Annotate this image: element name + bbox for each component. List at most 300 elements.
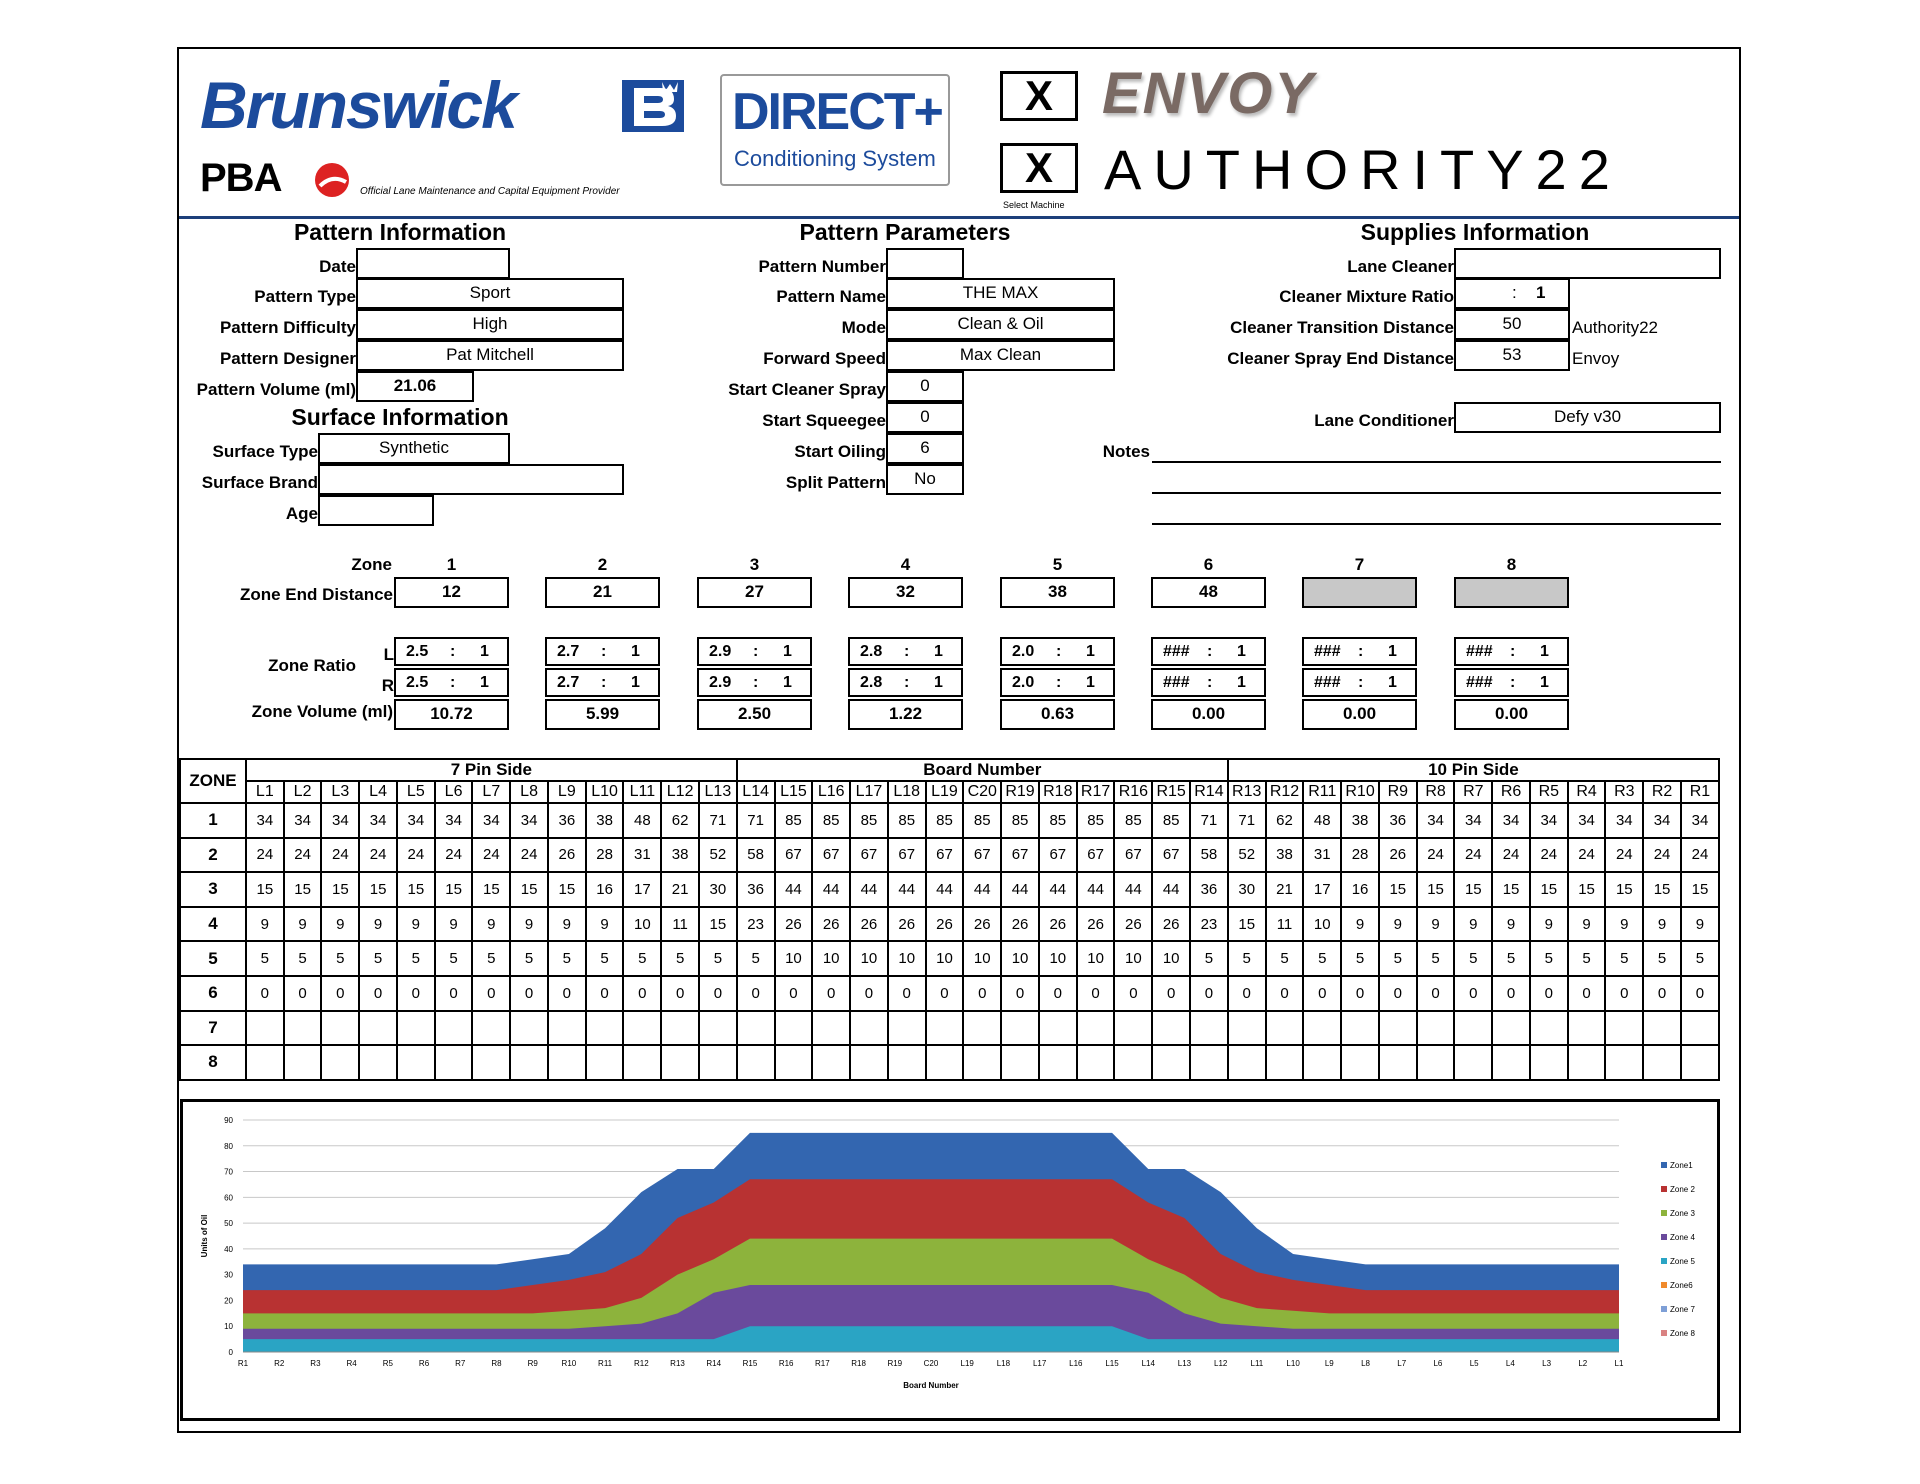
board-value-cell[interactable]: 48 [1303, 803, 1341, 838]
board-value-cell[interactable] [1643, 1045, 1681, 1080]
board-value-cell[interactable]: 52 [699, 838, 737, 873]
board-value-cell[interactable] [623, 1011, 661, 1046]
board-value-cell[interactable]: 0 [510, 976, 548, 1011]
board-value-cell[interactable] [926, 1011, 964, 1046]
board-value-cell[interactable]: 5 [1530, 941, 1568, 976]
board-value-cell[interactable] [737, 1011, 775, 1046]
board-value-cell[interactable]: 85 [888, 803, 926, 838]
board-value-cell[interactable]: 5 [1379, 941, 1417, 976]
board-value-cell[interactable]: 67 [963, 838, 1001, 873]
board-value-cell[interactable]: 34 [1530, 803, 1568, 838]
board-value-cell[interactable]: 9 [1530, 907, 1568, 942]
zone-volume-field[interactable]: 0.00 [1454, 699, 1569, 730]
board-value-cell[interactable]: 26 [812, 907, 850, 942]
board-value-cell[interactable]: 38 [586, 803, 624, 838]
zone-end-distance-field[interactable]: 12 [394, 577, 509, 608]
board-value-cell[interactable] [510, 1011, 548, 1046]
board-value-cell[interactable]: 10 [1114, 941, 1152, 976]
board-value-cell[interactable]: 31 [623, 838, 661, 873]
board-value-cell[interactable]: 26 [1077, 907, 1115, 942]
zone-end-distance-field[interactable]: 21 [545, 577, 660, 608]
board-value-cell[interactable]: 5 [1568, 941, 1606, 976]
pattern-name-field[interactable]: THE MAX [886, 278, 1115, 309]
board-value-cell[interactable]: 5 [359, 941, 397, 976]
board-value-cell[interactable]: 24 [321, 838, 359, 873]
board-value-cell[interactable] [1001, 1045, 1039, 1080]
board-value-cell[interactable] [1077, 1045, 1115, 1080]
board-value-cell[interactable]: 26 [926, 907, 964, 942]
zone-ratio-left-field[interactable] [848, 637, 963, 666]
board-value-cell[interactable]: 0 [888, 976, 926, 1011]
board-value-cell[interactable]: 9 [1681, 907, 1719, 942]
board-value-cell[interactable]: 10 [1152, 941, 1190, 976]
board-value-cell[interactable]: 24 [510, 838, 548, 873]
board-value-cell[interactable]: 5 [1303, 941, 1341, 976]
board-value-cell[interactable] [699, 1011, 737, 1046]
zone-end-distance-field[interactable] [1302, 577, 1417, 608]
board-value-cell[interactable]: 15 [321, 872, 359, 907]
zone-ratio-left-field[interactable] [1151, 637, 1266, 666]
split-pattern-field[interactable]: No [886, 464, 964, 495]
board-value-cell[interactable]: 0 [1341, 976, 1379, 1011]
board-value-cell[interactable]: 5 [623, 941, 661, 976]
board-value-cell[interactable]: 5 [284, 941, 322, 976]
board-value-cell[interactable]: 23 [737, 907, 775, 942]
notes-line-3[interactable] [1152, 523, 1721, 525]
board-value-cell[interactable]: 0 [1379, 976, 1417, 1011]
pattern-designer-field[interactable]: Pat Mitchell [356, 340, 624, 371]
board-value-cell[interactable]: 10 [775, 941, 813, 976]
board-value-cell[interactable]: 44 [812, 872, 850, 907]
board-value-cell[interactable]: 71 [1228, 803, 1266, 838]
board-value-cell[interactable] [1568, 1011, 1606, 1046]
board-value-cell[interactable] [1341, 1045, 1379, 1080]
start-squeegee-field[interactable]: 0 [886, 402, 964, 433]
board-value-cell[interactable]: 34 [321, 803, 359, 838]
board-value-cell[interactable]: 11 [661, 907, 699, 942]
board-value-cell[interactable]: 10 [1303, 907, 1341, 942]
board-value-cell[interactable] [963, 1045, 1001, 1080]
board-value-cell[interactable]: 67 [888, 838, 926, 873]
board-value-cell[interactable]: 44 [850, 872, 888, 907]
board-value-cell[interactable]: 58 [737, 838, 775, 873]
board-value-cell[interactable] [1303, 1045, 1341, 1080]
zone-ratio-right-field[interactable] [1000, 668, 1115, 697]
board-value-cell[interactable]: 5 [321, 941, 359, 976]
board-value-cell[interactable] [284, 1045, 322, 1080]
zone-ratio-right-field[interactable] [697, 668, 812, 697]
board-value-cell[interactable]: 9 [510, 907, 548, 942]
surface-brand-field[interactable] [318, 464, 624, 495]
board-value-cell[interactable]: 71 [699, 803, 737, 838]
board-value-cell[interactable]: 24 [246, 838, 284, 873]
board-value-cell[interactable] [472, 1011, 510, 1046]
board-value-cell[interactable]: 67 [1039, 838, 1077, 873]
board-value-cell[interactable]: 30 [699, 872, 737, 907]
board-value-cell[interactable]: 0 [1530, 976, 1568, 1011]
board-value-cell[interactable]: 5 [548, 941, 586, 976]
board-value-cell[interactable]: 24 [397, 838, 435, 873]
board-value-cell[interactable]: 67 [926, 838, 964, 873]
board-value-cell[interactable]: 34 [1492, 803, 1530, 838]
zone-volume-field[interactable]: 0.00 [1151, 699, 1266, 730]
board-value-cell[interactable]: 24 [1417, 838, 1455, 873]
board-value-cell[interactable]: 71 [737, 803, 775, 838]
board-value-cell[interactable]: 67 [850, 838, 888, 873]
board-value-cell[interactable]: 9 [321, 907, 359, 942]
board-value-cell[interactable]: 85 [1039, 803, 1077, 838]
board-value-cell[interactable]: 34 [1605, 803, 1643, 838]
board-value-cell[interactable]: 5 [1417, 941, 1455, 976]
board-value-cell[interactable]: 16 [1341, 872, 1379, 907]
board-value-cell[interactable] [1379, 1011, 1417, 1046]
board-value-cell[interactable]: 24 [472, 838, 510, 873]
board-value-cell[interactable]: 5 [246, 941, 284, 976]
board-value-cell[interactable]: 38 [1341, 803, 1379, 838]
board-value-cell[interactable]: 5 [586, 941, 624, 976]
board-value-cell[interactable]: 36 [548, 803, 586, 838]
board-value-cell[interactable]: 0 [1303, 976, 1341, 1011]
board-value-cell[interactable] [1190, 1045, 1228, 1080]
board-value-cell[interactable] [661, 1045, 699, 1080]
board-value-cell[interactable]: 9 [1379, 907, 1417, 942]
board-value-cell[interactable]: 0 [1228, 976, 1266, 1011]
board-value-cell[interactable]: 38 [1266, 838, 1304, 873]
zone-volume-field[interactable]: 0.00 [1302, 699, 1417, 730]
board-value-cell[interactable]: 0 [586, 976, 624, 1011]
board-value-cell[interactable] [284, 1011, 322, 1046]
board-value-cell[interactable]: 9 [397, 907, 435, 942]
board-value-cell[interactable]: 9 [284, 907, 322, 942]
board-value-cell[interactable]: 34 [246, 803, 284, 838]
board-value-cell[interactable]: 67 [1077, 838, 1115, 873]
cleaner-transition-field[interactable]: 50 [1454, 309, 1570, 340]
zone-end-distance-field[interactable]: 27 [697, 577, 812, 608]
board-value-cell[interactable]: 28 [586, 838, 624, 873]
board-value-cell[interactable]: 34 [1681, 803, 1719, 838]
board-value-cell[interactable]: 10 [1001, 941, 1039, 976]
board-value-cell[interactable]: 26 [548, 838, 586, 873]
zone-ratio-right-field[interactable] [394, 668, 509, 697]
board-value-cell[interactable]: 62 [1266, 803, 1304, 838]
board-value-cell[interactable]: 34 [1454, 803, 1492, 838]
board-value-cell[interactable]: 10 [812, 941, 850, 976]
lane-conditioner-field[interactable]: Defy v30 [1454, 402, 1721, 433]
board-value-cell[interactable]: 0 [775, 976, 813, 1011]
board-value-cell[interactable] [1605, 1011, 1643, 1046]
zone-ratio-left-field[interactable] [394, 637, 509, 666]
board-value-cell[interactable] [1492, 1011, 1530, 1046]
board-value-cell[interactable]: 5 [1266, 941, 1304, 976]
board-value-cell[interactable] [397, 1011, 435, 1046]
board-value-cell[interactable]: 15 [1492, 872, 1530, 907]
cleaner-mixture-ratio-field[interactable] [1454, 278, 1570, 309]
board-value-cell[interactable]: 0 [812, 976, 850, 1011]
surface-type-field[interactable]: Synthetic [318, 433, 510, 464]
notes-line-1[interactable] [1152, 461, 1721, 463]
zone-ratio-right-field[interactable] [1454, 668, 1569, 697]
board-value-cell[interactable]: 15 [1530, 872, 1568, 907]
board-value-cell[interactable] [737, 1045, 775, 1080]
board-value-cell[interactable] [926, 1045, 964, 1080]
board-value-cell[interactable]: 0 [1681, 976, 1719, 1011]
board-value-cell[interactable] [1152, 1011, 1190, 1046]
board-value-cell[interactable] [246, 1011, 284, 1046]
board-value-cell[interactable]: 58 [1190, 838, 1228, 873]
board-value-cell[interactable] [1417, 1045, 1455, 1080]
board-value-cell[interactable]: 10 [963, 941, 1001, 976]
board-value-cell[interactable]: 0 [1417, 976, 1455, 1011]
board-value-cell[interactable] [1530, 1011, 1568, 1046]
board-value-cell[interactable]: 0 [1605, 976, 1643, 1011]
board-value-cell[interactable] [699, 1045, 737, 1080]
board-value-cell[interactable]: 15 [1379, 872, 1417, 907]
board-value-cell[interactable]: 24 [359, 838, 397, 873]
board-value-cell[interactable]: 15 [1454, 872, 1492, 907]
zone-ratio-left-field[interactable] [545, 637, 660, 666]
zone-end-distance-field[interactable]: 48 [1151, 577, 1266, 608]
board-value-cell[interactable] [775, 1045, 813, 1080]
board-value-cell[interactable]: 24 [1605, 838, 1643, 873]
envoy-select-checkbox[interactable]: X [1000, 71, 1078, 121]
board-value-cell[interactable]: 9 [1605, 907, 1643, 942]
board-value-cell[interactable] [1530, 1045, 1568, 1080]
board-value-cell[interactable]: 0 [850, 976, 888, 1011]
board-value-cell[interactable]: 34 [435, 803, 473, 838]
board-value-cell[interactable]: 34 [397, 803, 435, 838]
zone-volume-field[interactable]: 5.99 [545, 699, 660, 730]
notes-line-2[interactable] [1152, 492, 1721, 494]
board-value-cell[interactable]: 52 [1228, 838, 1266, 873]
board-value-cell[interactable] [510, 1045, 548, 1080]
board-value-cell[interactable] [661, 1011, 699, 1046]
board-value-cell[interactable]: 85 [1114, 803, 1152, 838]
board-value-cell[interactable]: 5 [1454, 941, 1492, 976]
board-value-cell[interactable] [1643, 1011, 1681, 1046]
board-value-cell[interactable]: 26 [963, 907, 1001, 942]
board-value-cell[interactable]: 0 [284, 976, 322, 1011]
board-value-cell[interactable] [321, 1045, 359, 1080]
board-value-cell[interactable]: 0 [699, 976, 737, 1011]
board-value-cell[interactable]: 48 [623, 803, 661, 838]
board-value-cell[interactable]: 44 [1114, 872, 1152, 907]
board-value-cell[interactable] [850, 1011, 888, 1046]
board-value-cell[interactable] [1681, 1011, 1719, 1046]
board-value-cell[interactable] [850, 1045, 888, 1080]
board-value-cell[interactable]: 44 [1039, 872, 1077, 907]
board-value-cell[interactable] [1039, 1045, 1077, 1080]
board-value-cell[interactable] [1341, 1011, 1379, 1046]
cleaner-spray-end-field[interactable]: 53 [1454, 340, 1570, 371]
board-value-cell[interactable]: 5 [737, 941, 775, 976]
board-value-cell[interactable]: 0 [1039, 976, 1077, 1011]
zone-ratio-left-field[interactable] [697, 637, 812, 666]
board-value-cell[interactable]: 10 [888, 941, 926, 976]
board-value-cell[interactable]: 15 [1228, 907, 1266, 942]
date-field[interactable] [356, 248, 510, 279]
board-value-cell[interactable]: 0 [623, 976, 661, 1011]
mode-field[interactable]: Clean & Oil [886, 309, 1115, 340]
board-value-cell[interactable]: 34 [472, 803, 510, 838]
board-value-cell[interactable]: 0 [1077, 976, 1115, 1011]
zone-end-distance-field[interactable]: 38 [1000, 577, 1115, 608]
board-value-cell[interactable]: 0 [397, 976, 435, 1011]
board-value-cell[interactable]: 9 [435, 907, 473, 942]
board-value-cell[interactable] [1568, 1045, 1606, 1080]
board-value-cell[interactable] [1454, 1045, 1492, 1080]
board-value-cell[interactable]: 5 [397, 941, 435, 976]
board-value-cell[interactable]: 24 [284, 838, 322, 873]
board-value-cell[interactable]: 5 [1605, 941, 1643, 976]
start-cleaner-spray-field[interactable]: 0 [886, 371, 964, 402]
lane-cleaner-field[interactable] [1454, 248, 1721, 279]
board-value-cell[interactable]: 67 [1001, 838, 1039, 873]
board-value-cell[interactable]: 44 [775, 872, 813, 907]
board-value-cell[interactable]: 9 [472, 907, 510, 942]
zone-volume-field[interactable]: 0.63 [1000, 699, 1115, 730]
board-value-cell[interactable]: 10 [623, 907, 661, 942]
board-value-cell[interactable]: 26 [1152, 907, 1190, 942]
board-value-cell[interactable]: 0 [246, 976, 284, 1011]
board-value-cell[interactable]: 10 [1077, 941, 1115, 976]
zone-volume-field[interactable]: 1.22 [848, 699, 963, 730]
board-value-cell[interactable]: 0 [737, 976, 775, 1011]
board-value-cell[interactable]: 38 [661, 838, 699, 873]
board-value-cell[interactable] [888, 1045, 926, 1080]
board-value-cell[interactable]: 26 [1001, 907, 1039, 942]
board-value-cell[interactable]: 5 [699, 941, 737, 976]
board-value-cell[interactable]: 0 [963, 976, 1001, 1011]
zone-end-distance-field[interactable] [1454, 577, 1569, 608]
board-value-cell[interactable]: 15 [284, 872, 322, 907]
pattern-type-field[interactable]: Sport [356, 278, 624, 309]
zone-volume-field[interactable]: 2.50 [697, 699, 812, 730]
board-value-cell[interactable] [586, 1011, 624, 1046]
board-value-cell[interactable] [812, 1011, 850, 1046]
board-value-cell[interactable]: 0 [926, 976, 964, 1011]
zone-ratio-left-field[interactable] [1000, 637, 1115, 666]
board-value-cell[interactable]: 15 [510, 872, 548, 907]
board-value-cell[interactable]: 15 [397, 872, 435, 907]
board-value-cell[interactable]: 15 [1681, 872, 1719, 907]
zone-ratio-right-field[interactable] [848, 668, 963, 697]
board-value-cell[interactable]: 15 [548, 872, 586, 907]
board-value-cell[interactable]: 44 [963, 872, 1001, 907]
board-value-cell[interactable] [1039, 1011, 1077, 1046]
board-value-cell[interactable]: 67 [775, 838, 813, 873]
zone-ratio-right-field[interactable] [1302, 668, 1417, 697]
board-value-cell[interactable]: 0 [1568, 976, 1606, 1011]
board-value-cell[interactable]: 21 [1266, 872, 1304, 907]
board-value-cell[interactable]: 24 [1568, 838, 1606, 873]
board-value-cell[interactable]: 0 [359, 976, 397, 1011]
board-value-cell[interactable]: 62 [661, 803, 699, 838]
zone-ratio-left-field[interactable] [1302, 637, 1417, 666]
board-value-cell[interactable]: 0 [1190, 976, 1228, 1011]
board-value-cell[interactable]: 5 [1341, 941, 1379, 976]
board-value-cell[interactable]: 15 [246, 872, 284, 907]
board-value-cell[interactable]: 16 [586, 872, 624, 907]
board-value-cell[interactable]: 24 [1643, 838, 1681, 873]
board-value-cell[interactable]: 67 [1114, 838, 1152, 873]
board-value-cell[interactable]: 26 [1114, 907, 1152, 942]
board-value-cell[interactable]: 0 [1643, 976, 1681, 1011]
board-value-cell[interactable]: 26 [1039, 907, 1077, 942]
board-value-cell[interactable] [1417, 1011, 1455, 1046]
board-value-cell[interactable]: 5 [1228, 941, 1266, 976]
board-value-cell[interactable]: 11 [1266, 907, 1304, 942]
board-value-cell[interactable]: 24 [1681, 838, 1719, 873]
board-value-cell[interactable]: 36 [1379, 803, 1417, 838]
board-value-cell[interactable]: 5 [472, 941, 510, 976]
board-value-cell[interactable]: 34 [1568, 803, 1606, 838]
board-value-cell[interactable]: 28 [1341, 838, 1379, 873]
zone-ratio-left-field[interactable] [1454, 637, 1569, 666]
board-value-cell[interactable] [472, 1045, 510, 1080]
board-value-cell[interactable]: 85 [775, 803, 813, 838]
board-value-cell[interactable]: 17 [1303, 872, 1341, 907]
board-value-cell[interactable]: 36 [1190, 872, 1228, 907]
board-value-cell[interactable]: 17 [623, 872, 661, 907]
zone-ratio-right-field[interactable] [545, 668, 660, 697]
board-value-cell[interactable] [888, 1011, 926, 1046]
board-value-cell[interactable] [1190, 1011, 1228, 1046]
board-value-cell[interactable]: 0 [1492, 976, 1530, 1011]
board-value-cell[interactable] [1001, 1011, 1039, 1046]
board-value-cell[interactable]: 67 [812, 838, 850, 873]
board-value-cell[interactable] [1492, 1045, 1530, 1080]
board-value-cell[interactable] [435, 1045, 473, 1080]
board-value-cell[interactable]: 24 [1492, 838, 1530, 873]
start-oiling-field[interactable]: 6 [886, 433, 964, 464]
board-value-cell[interactable]: 0 [321, 976, 359, 1011]
board-value-cell[interactable]: 85 [926, 803, 964, 838]
board-value-cell[interactable] [1228, 1011, 1266, 1046]
board-value-cell[interactable] [1681, 1045, 1719, 1080]
board-value-cell[interactable] [1114, 1011, 1152, 1046]
board-value-cell[interactable]: 5 [435, 941, 473, 976]
pattern-difficulty-field[interactable]: High [356, 309, 624, 340]
board-value-cell[interactable]: 5 [661, 941, 699, 976]
zone-end-distance-field[interactable]: 32 [848, 577, 963, 608]
board-value-cell[interactable]: 15 [1605, 872, 1643, 907]
board-value-cell[interactable]: 9 [1417, 907, 1455, 942]
board-value-cell[interactable]: 26 [775, 907, 813, 942]
board-value-cell[interactable]: 15 [699, 907, 737, 942]
board-value-cell[interactable]: 26 [850, 907, 888, 942]
board-value-cell[interactable] [548, 1011, 586, 1046]
board-value-cell[interactable] [1454, 1011, 1492, 1046]
board-value-cell[interactable]: 0 [661, 976, 699, 1011]
board-value-cell[interactable]: 34 [284, 803, 322, 838]
zone-ratio-right-field[interactable] [1151, 668, 1266, 697]
board-value-cell[interactable]: 24 [1530, 838, 1568, 873]
board-value-cell[interactable] [397, 1045, 435, 1080]
age-field[interactable] [318, 495, 434, 526]
board-value-cell[interactable] [435, 1011, 473, 1046]
board-value-cell[interactable]: 44 [888, 872, 926, 907]
board-value-cell[interactable] [359, 1011, 397, 1046]
board-value-cell[interactable]: 9 [1492, 907, 1530, 942]
board-value-cell[interactable] [1152, 1045, 1190, 1080]
board-value-cell[interactable]: 31 [1303, 838, 1341, 873]
board-value-cell[interactable]: 0 [548, 976, 586, 1011]
board-value-cell[interactable]: 36 [737, 872, 775, 907]
board-value-cell[interactable] [586, 1045, 624, 1080]
board-value-cell[interactable] [963, 1011, 1001, 1046]
board-value-cell[interactable]: 44 [926, 872, 964, 907]
board-value-cell[interactable]: 0 [1266, 976, 1304, 1011]
